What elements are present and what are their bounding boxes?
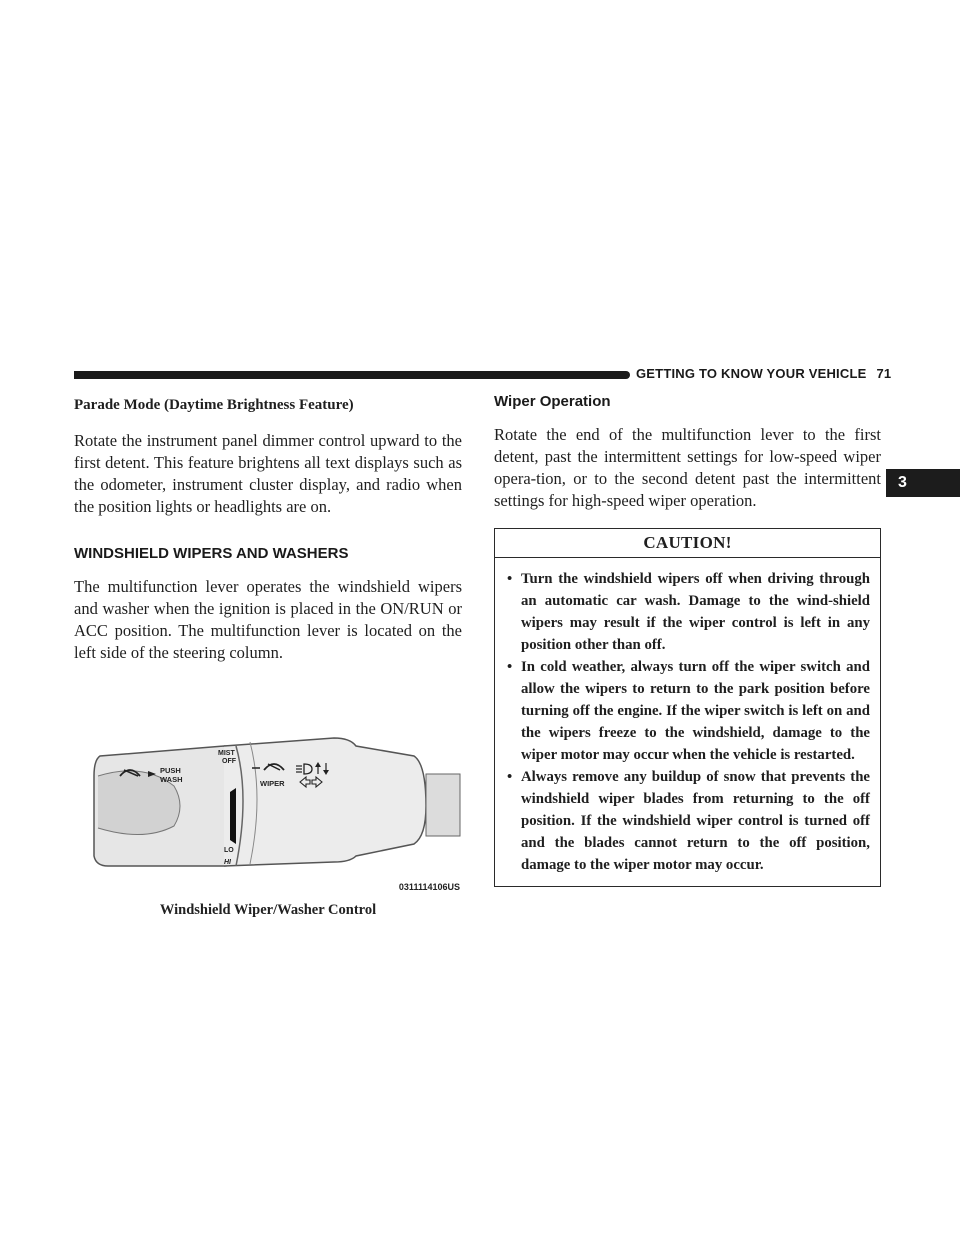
wiper-control-illustration [74, 716, 462, 892]
page-number: 71 [876, 366, 892, 381]
label-wiper: WIPER [260, 779, 285, 788]
label-hi: HI [224, 859, 231, 866]
multifunction-lever-drawing [74, 716, 462, 876]
running-header [636, 366, 891, 381]
wipers-washers-heading: WINDSHIELD WIPERS AND WASHERS [74, 545, 349, 562]
caution-item: • Always remove any buildup of snow that prevents the windshield wiper blades from returning to the off position. If the windshield wiper control is turned off and the blades cannot return to the off position, damage to the wiper motor may occur. [505, 766, 870, 876]
label-push: PUSH [160, 766, 181, 775]
bullet-icon: • [507, 571, 513, 587]
section-title: GETTING TO KNOW YOUR VEHICLE [636, 366, 867, 381]
caution-box [494, 528, 881, 887]
parade-mode-text: Rotate the instrument panel dimmer control upward to the first detent. This feature brightens all text displays such as the odometer, instrument cluster display, and radio when the position lights or headlights are on. [74, 431, 462, 516]
bullet-icon: • [507, 659, 513, 675]
header-rule [74, 371, 630, 379]
speed-wedge-icon [230, 788, 236, 844]
caution-item: • In cold weather, always turn off the wiper switch and allow the wipers to return to the park position before turning off the engine. If the wiper switch is left on and the wipers freeze to the windshield, damage to the wiper motor may occur when the vehicle is restarted. [505, 656, 870, 766]
bullet-icon: • [507, 769, 513, 785]
caution-title: CAUTION! [495, 529, 880, 558]
parade-mode-heading: Parade Mode (Daytime Brightness Feature) [74, 397, 354, 413]
figure-code: 0311114106US [398, 882, 460, 892]
label-off: OFF [222, 758, 236, 765]
wiper-operation-text: Rotate the end of the multifunction lever to the first detent, past the intermittent settings for low-speed wiper opera-tion, or to the second detent past the intermittent settings for high-speed wiper operation. [494, 425, 881, 510]
chapter-tab: 3 [886, 469, 960, 497]
right-column [494, 392, 881, 887]
label-wash: WASH [160, 775, 183, 784]
caution-list [495, 558, 880, 886]
wipers-washers-text: The multifunction lever operates the windshield wipers and washer when the ignition is placed in the ON/RUN or ACC position. The multifunction lever is located on the left side of the steering column. [74, 577, 462, 662]
label-lo: LO [224, 847, 234, 854]
figure-caption: Windshield Wiper/Washer Control [159, 902, 377, 918]
left-column [74, 392, 462, 919]
wiper-operation-heading: Wiper Operation [494, 393, 611, 410]
label-mist: MIST [218, 750, 235, 757]
caution-item: • Turn the windshield wipers off when driving through an automatic car wash. Damage to the wind-shield wipers may result if the wiper control is left in any position other than off. [505, 568, 870, 656]
